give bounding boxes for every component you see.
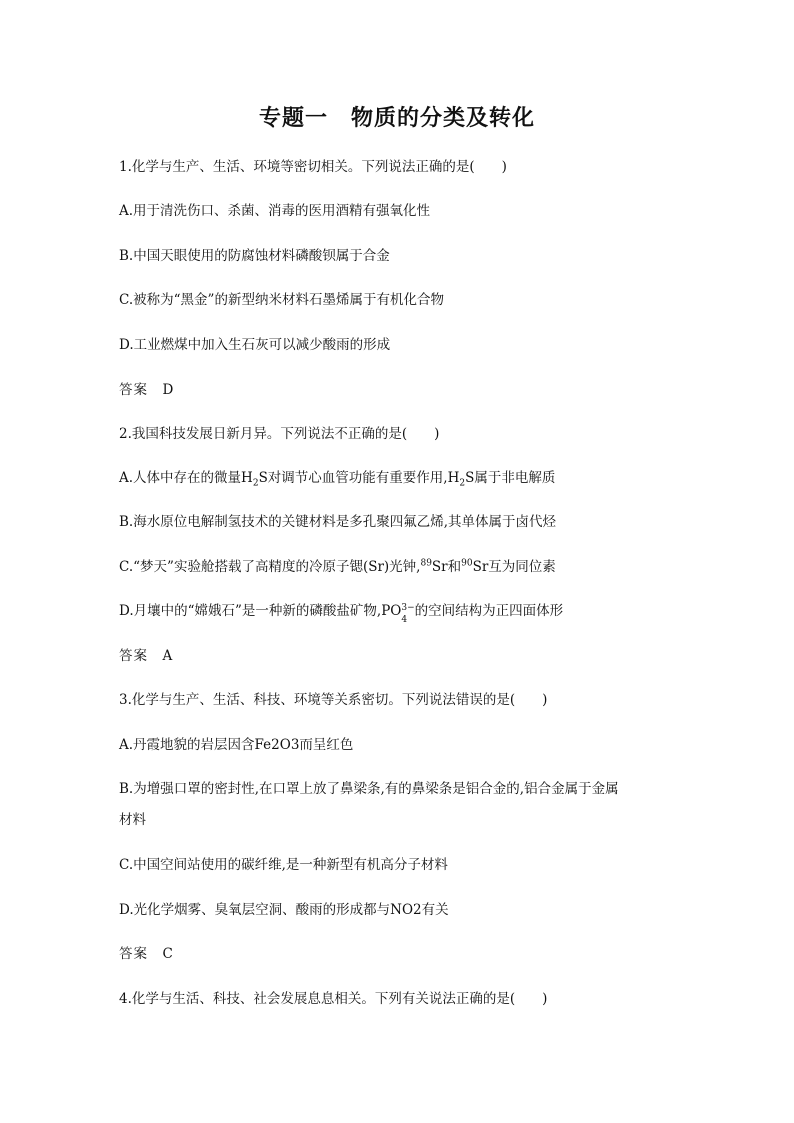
q2-d-charge: 3− xyxy=(401,603,415,613)
q2-a-text-2: S对调节心血管功能有重要作用,H xyxy=(258,470,460,486)
q1-option-b: B.中国天眼使用的防腐蚀材料磷酸钡属于合金 xyxy=(119,248,390,264)
document-title: 专题一 物质的分类及转化 xyxy=(258,106,535,131)
q1-answer: 答案 D xyxy=(119,382,175,398)
q3-option-b-line-2: 材料 xyxy=(119,812,146,828)
q4-stem: 4.化学与生活、科技、社会发展息息相关。下列有关说法正确的是( ) xyxy=(119,991,548,1007)
q2-option-d xyxy=(119,601,699,623)
q2-a-text-3: S属于非电解质 xyxy=(465,470,556,486)
q3-option-d: D.光化学烟雾、臭氧层空洞、酸雨的形成都与NO2有关 xyxy=(119,902,449,918)
q3-option-a: A.丹霞地貌的岩层因含Fe2O3而呈红色 xyxy=(119,737,354,753)
q1-option-c: C.被称为“黑金”的新型纳米材料石墨烯属于有机化合物 xyxy=(119,292,444,308)
q2-c-superscript-1: 89 xyxy=(420,558,432,569)
q2-a-text-1: A.人体中存在的微量H xyxy=(119,470,253,486)
q3-stem: 3.化学与生产、生活、科技、环境等关系密切。下列说法错误的是( ) xyxy=(119,692,548,708)
q3-option-c: C.中国空间站使用的碳纤维,是一种新型有机高分子材料 xyxy=(119,857,448,873)
q1-stem: 1.化学与生产、生活、环境等密切相关。下列说法正确的是( ) xyxy=(119,159,507,175)
q2-a-subscript-2: 2 xyxy=(459,478,466,489)
q2-stem: 2.我国科技发展日新月异。下列说法不正确的是( ) xyxy=(119,426,440,442)
q3-option-b-line-1: B.为增强口罩的密封性,在口罩上放了鼻梁条,有的鼻梁条是铝合金的,铝合金属于金属 xyxy=(119,781,619,797)
phosphate-ion-script xyxy=(401,601,414,623)
q2-c-superscript-2: 90 xyxy=(461,558,473,569)
q3-answer: 答案 C xyxy=(119,946,174,962)
q2-a-subscript-1: 2 xyxy=(252,478,259,489)
q2-c-text-3: Sr互为同位素 xyxy=(472,559,556,575)
q2-answer: 答案 A xyxy=(119,648,174,664)
q2-c-text-1: C.“梦天”实验舱搭载了高精度的冷原子锶(Sr)光钟, xyxy=(119,559,421,575)
q2-option-c xyxy=(119,557,699,577)
q2-d-text-1: D.月壤中的“嫦娥石”是一种新的磷酸盐矿物,PO xyxy=(119,603,402,619)
q2-option-a xyxy=(119,468,699,488)
q2-option-b: B.海水原位电解制氢技术的关键材料是多孔聚四氟乙烯,其单体属于卤代烃 xyxy=(119,514,557,530)
q2-c-text-2: Sr和 xyxy=(431,559,462,575)
q2-d-text-2: 的空间结构为正四面体形 xyxy=(414,603,564,619)
q2-d-subscript: 4 xyxy=(401,615,408,625)
q1-option-a: A.用于清洗伤口、杀菌、消毒的医用酒精有强氧化性 xyxy=(119,203,431,219)
q1-option-d: D.工业燃煤中加入生石灰可以减少酸雨的形成 xyxy=(119,337,391,353)
